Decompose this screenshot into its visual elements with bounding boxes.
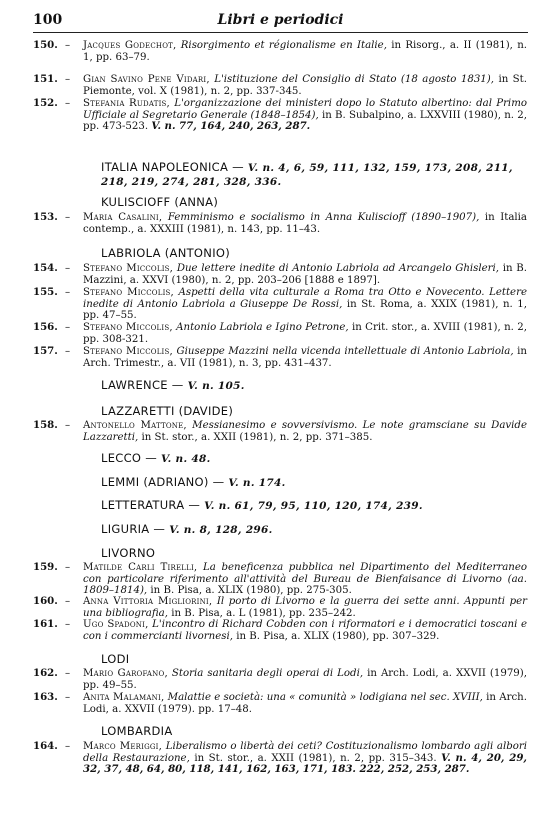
- heading-lazzaretti: [101, 404, 233, 418]
- heading-cross-refs: V. n. 61, 79, 95, 110, 120, 174, 239.: [204, 500, 423, 512]
- heading-livorno: [101, 546, 155, 560]
- entry-source: in B. Pisa, a. L (1981), pp. 235–242.: [171, 607, 356, 619]
- entry-151: 151. – Gian Savino Pene Vidari, L'istituzione del Consiglio di Stato (18 agosto 1831), in St. Piemonte, vol. X (1981), n. 2, pp. 337-345.: [33, 73, 527, 97]
- entry-author: Stefania Rudatis,: [83, 98, 170, 109]
- entry-title: L'organizzazione dei ministeri dopo lo Statuto albertino: dal Primo Ufficiale al Segretario Generale (1848–1854),: [83, 98, 527, 121]
- heading-lombardia: [101, 724, 173, 738]
- entry-author: Anita Malamani,: [83, 692, 165, 703]
- entry-number: 155.: [33, 286, 58, 298]
- entry-title: Storia sanitaria degli operai di Lodi,: [171, 668, 364, 679]
- heading-letteratura: [101, 498, 423, 512]
- entry-153: 153. – Maria Casalini, Femminismo e socialismo in Anna Kuliscioff (1890–1907), in Italia contemp., a. XXXIII (1981), n. 143, pp. 11–43.: [33, 211, 528, 235]
- entry-159: 159. – Matilde Carli Tirelli, La beneficenza pubblica nel Dipartimento del Mediterraneo con particolare riferimento all'attività del Bureau de Bienfaisance di Livorno (aa. 1809–1814), in B. Pisa, a. XLIX (1980), pp. 275-305.: [33, 561, 528, 597]
- heading-label: LAWRENCE —: [101, 378, 184, 392]
- entry-author: Gian Savino Pene Vidari,: [83, 74, 210, 85]
- entry-author: Matilde Carli Tirelli,: [83, 562, 198, 573]
- entry-number: 158.: [33, 419, 58, 431]
- entry-author: Ugo Spadoni,: [83, 619, 149, 630]
- entry-title: Il porto di Livorno e la guerra dei sette anni. Appunti per una bibliografia,: [83, 596, 527, 619]
- header-rule: [33, 32, 528, 33]
- entry-number: 152.: [33, 97, 58, 109]
- entry-title: La beneficenza pubblica nel Dipartimento del Mediterraneo con particolare riferimento all'attività del Bureau de Bienfaisance di Livorno (aa. 1809–1814),: [83, 562, 528, 597]
- entry-number: 160.: [33, 595, 58, 607]
- entry-title: Liberalismo o libertà dei ceti? Costituzionalismo lombardo agli albori della Restaurazione,: [83, 741, 527, 764]
- entry-161: 161. – Ugo Spadoni, L'incontro di Richard Cobden con i riformatori e i democratici toscani e con i commercianti livornesi, in B. Pisa, a. XLIX (1980), pp. 307–329.: [33, 618, 527, 642]
- entry-number: 150.: [33, 39, 58, 51]
- heading-labriola: [101, 246, 230, 260]
- entry-title: Messianesimo e sovversivismo. Le note gramsciane su Davide Lazzaretti,: [83, 420, 527, 443]
- entry-title: L'incontro di Richard Cobden con i riformatori e i democratici toscani e con i commercianti livornesi,: [83, 619, 527, 642]
- heading-cross-refs: V. n. 105.: [187, 380, 245, 392]
- entry-number: 159.: [33, 561, 58, 573]
- heading-label: LIGURIA —: [101, 522, 166, 536]
- entry-source: in Crit. stor., a. XVIII (1981), n. 2, pp. 308-321.: [83, 322, 527, 345]
- heading-label: KULISCIOFF (ANNA): [101, 195, 219, 209]
- heading-label: LETTERATURA —: [101, 498, 201, 512]
- entry-title: Aspetti della vita culturale a Roma tra Otto e Novecento. Lettere inedite di Antonio Labriola a Giuseppe De Rossi,: [83, 287, 527, 310]
- entry-164: 164. – Marco Meriggi, Liberalismo o libertà dei ceti? Costituzionalismo lombardo agli albori della Restaurazione, in St. stor., a. XXII (1981), n. 2, pp. 315–343. V. n. 4, 20, 29, 32, 37, 48, 64, 80, 118, 141, 162, 163, 171, 183. 222, 252, 253, 287.: [33, 740, 527, 776]
- heading-label: LEMMI (ADRIANO) —: [101, 475, 225, 489]
- heading-label: LIVORNO: [101, 546, 156, 560]
- heading-cross-refs: V. n. 48.: [161, 453, 211, 465]
- heading-cross-refs: V. n. 174.: [228, 477, 286, 489]
- entry-163: 163. – Anita Malamani, Malattie e società: una « comunità » lodigiana nel sec. XVIII, in Arch. Lodi, a. XXVII (1979). pp. 17–48.: [33, 691, 527, 715]
- heading-label: LABRIOLA (ANTONIO): [101, 246, 231, 260]
- entry-158: 158. – Antonello Mattone, Messianesimo e sovversivismo. Le note gramsciane su Davide Lazzaretti, in St. stor., a. XXII (1981), n. 2, pp. 371–385.: [33, 419, 527, 443]
- entry-source: in B. Pisa, a. XLIX (1980), pp. 275-305.: [150, 585, 352, 597]
- entry-title: Malattie e società: una « comunità » lodigiana nel sec. XVIII,: [167, 692, 483, 703]
- entry-source: in B. Pisa, a. XLIX (1980), pp. 307–329.: [236, 630, 440, 642]
- entry-number: 161.: [33, 618, 58, 630]
- entry-title: Femminismo e socialismo in Anna Kuliscioff (1890–1907),: [167, 212, 480, 223]
- heading-cross-refs: V. n. 4, 6, 59, 111, 132, 159, 173, 208, 211, 218, 219, 274, 281, 328, 336.: [101, 162, 513, 188]
- entry-source: in Arch. Trimestr., a. VII (1981), n. 3, pp. 431–437.: [83, 346, 527, 369]
- heading-label: LECCO —: [101, 451, 158, 465]
- entry-title: Antonio Labriola e Igino Petrone,: [176, 322, 349, 333]
- entry-154: 154. – Stefano Miccolis, Due lettere inedite di Antonio Labriola ad Arcangelo Ghisleri, in B. Mazzini, a. XXVI (1980), n. 2, pp. 203–206 [1888 e 1897].: [33, 262, 527, 286]
- heading-kuliscioff: [101, 195, 218, 209]
- entry-title: Risorgimento et régionalisme en Italie,: [180, 40, 387, 51]
- entry-160: 160. – Anna Vittoria Migliorini, Il porto di Livorno e la guerra dei sette anni. Appunti per una bibliografia, in B. Pisa, a. L (1981), pp. 235–242.: [33, 595, 527, 619]
- entry-author: Stefano Miccolis,: [83, 346, 173, 357]
- heading-lecco: [101, 451, 211, 465]
- entry-title: Giuseppe Mazzini nella vicenda intellettuale di Antonio Labriola,: [176, 346, 514, 357]
- entry-source: in Arch. Lodi, a. XXVII (1979). pp. 17–48.: [83, 692, 527, 715]
- entry-number: 162.: [33, 667, 58, 679]
- entry-author: Stefano Miccolis,: [83, 322, 173, 333]
- entry-number: 164.: [33, 740, 58, 752]
- entry-author: Stefano Miccolis,: [83, 263, 174, 274]
- heading-lawrence: [101, 378, 245, 392]
- entry-number: 163.: [33, 691, 58, 703]
- entry-source: in Risorg., a. II (1981), n. 1, pp. 63–79.: [83, 40, 528, 63]
- entry-cross-refs: V. n. 77, 164, 240, 263, 287.: [151, 120, 311, 133]
- running-title: Libri e periodici: [217, 12, 344, 28]
- entry-source: in St. Piemonte, vol. X (1981), n. 2, pp. 337-345.: [83, 74, 527, 97]
- entry-150: 150. – Jacques Godechot, Risorgimento et régionalisme en Italie, in Risorg., a. II (1981), n. 1, pp. 63–79.: [33, 39, 528, 63]
- entry-author: Mario Garofano,: [83, 668, 168, 679]
- heading-lemmi: [101, 475, 286, 489]
- entry-author: Stefano Miccolis,: [83, 287, 174, 298]
- entry-author: Jacques Godechot,: [83, 40, 177, 51]
- entry-number: 154.: [33, 262, 58, 274]
- entry-source: in St. stor., a. XXII (1981), n. 2, pp. 315–343.: [194, 752, 437, 764]
- entry-source: in Italia contemp., a. XXXIII (1981), n. 143, pp. 11–43.: [83, 212, 528, 235]
- heading-lodi: [101, 652, 130, 666]
- entry-number: 156.: [33, 321, 58, 333]
- heading-label: ITALIA NAPOLEONICA —: [101, 160, 244, 174]
- heading-cross-refs: V. n. 8, 128, 296.: [169, 524, 273, 536]
- heading-label: LAZZARETTI (DAVIDE): [101, 404, 234, 418]
- entry-152: 152. – Stefania Rudatis, L'organizzazione dei ministeri dopo lo Statuto albertino: dal Primo Ufficiale al Segretario Generale (1848–1854), in B. Subalpino, a. LXXVIII (1980), n. 2, pp. 473-523. V. n. 77, 164, 240, 263, 287.: [33, 97, 527, 133]
- entry-155: 155. – Stefano Miccolis, Aspetti della vita culturale a Roma tra Otto e Novecento. Lettere inedite di Antonio Labriola a Giuseppe De Rossi, in St. Roma, a. XXIX (1981), n. 1, pp. 47–55.: [33, 286, 527, 322]
- page-number: 100: [33, 12, 63, 28]
- entry-title: L'istituzione del Consiglio di Stato (18 agosto 1831),: [214, 74, 494, 85]
- entry-source: in St. Roma, a. XXIX (1981), n. 1, pp. 47–55.: [83, 298, 527, 322]
- entry-author: Marco Meriggi,: [83, 741, 163, 752]
- page-header: [33, 12, 528, 32]
- entry-source: in B. Subalpino, a. LXXVIII (1980), n. 2, pp. 473-523.: [83, 109, 527, 133]
- heading-label: LODI: [101, 652, 130, 666]
- entry-title: Due lettere inedite di Antonio Labriola ad Arcangelo Ghisleri,: [176, 263, 500, 274]
- entry-source: in Arch. Lodi, a. XXVII (1979), pp. 49–55.: [83, 668, 527, 691]
- entry-number: 153.: [33, 211, 58, 223]
- entry-source: in St. stor., a. XXII (1981), n. 2, pp. 371–385.: [141, 431, 373, 443]
- entry-156: 156. – Stefano Miccolis, Antonio Labriola e Igino Petrone, in Crit. stor., a. XVIII (1981), n. 2, pp. 308-321.: [33, 321, 527, 345]
- entry-author: Maria Casalini,: [83, 212, 163, 223]
- entry-cross-refs: V. n. 4, 20, 29, 32, 37, 48, 64, 80, 118, 141, 162, 163, 171, 183. 222, 252, 253, 287.: [83, 751, 527, 776]
- heading-liguria: [101, 522, 273, 536]
- entry-162: 162. – Mario Garofano, Storia sanitaria degli operai di Lodi, in Arch. Lodi, a. XXVII (1979), pp. 49–55.: [33, 667, 527, 691]
- entry-157: 157. – Stefano Miccolis, Giuseppe Mazzini nella vicenda intellettuale di Antonio Labriola, in Arch. Trimestr., a. VII (1981), n. 3, pp. 431–437.: [33, 345, 527, 369]
- heading-italia-napoleonica: [101, 160, 527, 188]
- entry-source: in B. Mazzini, a. XXVI (1980), n. 2, pp. 203–206 [1888 e 1897].: [83, 263, 527, 286]
- heading-label: LOMBARDIA: [101, 724, 173, 738]
- entry-number: 157.: [33, 345, 58, 357]
- entry-author: Anna Vittoria Migliorini,: [83, 596, 213, 607]
- entry-author: Antonello Mattone,: [83, 420, 187, 431]
- entry-number: 151.: [33, 73, 58, 85]
